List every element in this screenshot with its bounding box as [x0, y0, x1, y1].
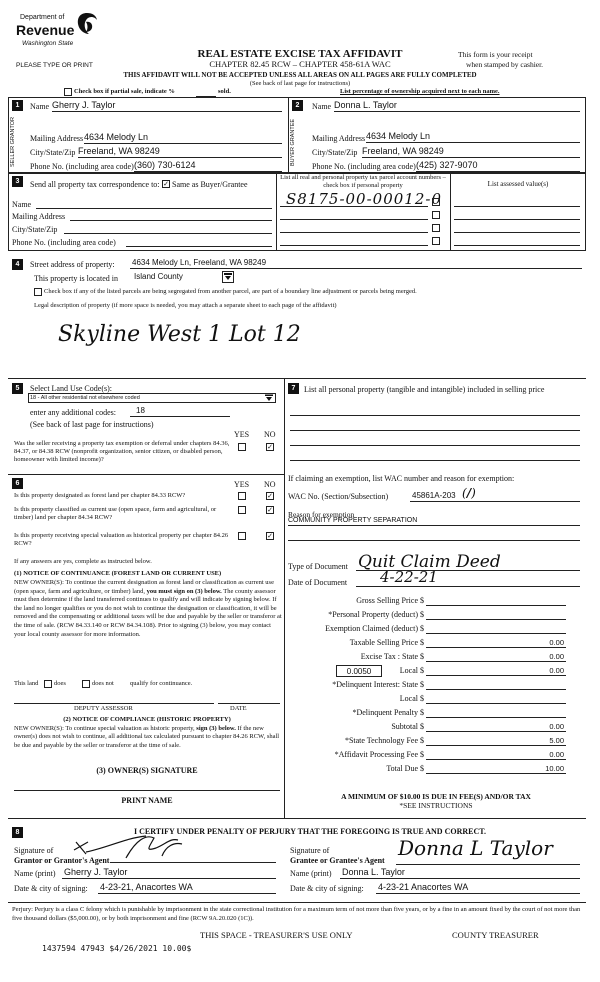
s6-no-header: NO: [264, 480, 276, 489]
s3-name-label: Name: [12, 200, 32, 209]
print-note: PLEASE TYPE OR PRINT: [16, 62, 93, 69]
deputy-date-label: DATE: [230, 705, 247, 712]
delinquent-penalty-label: *Delinquent Penalty $: [352, 708, 424, 717]
seller-city[interactable]: Freeland, WA 98249: [78, 146, 160, 156]
state-technology-fee-value[interactable]: 5.00: [549, 736, 564, 745]
grantee-date-label: Date & city of signing:: [290, 884, 364, 893]
current-use-no-checkbox[interactable]: ✓: [267, 506, 273, 514]
left-right-divider: [284, 378, 285, 818]
partial-sale-label: Check box if partial sale, indicate %: [74, 88, 175, 95]
sold-label: sold.: [218, 88, 231, 95]
print-name-label: PRINT NAME: [121, 796, 173, 805]
buyer-phone-label: Phone No. (including area code): [312, 162, 416, 171]
grantor-date-city[interactable]: 4-23-21, Anacortes WA: [100, 882, 193, 892]
county-select-arrow[interactable]: [222, 271, 234, 283]
forest-yes-checkbox[interactable]: [238, 492, 246, 500]
state-technology-fee-label: *State Technology Fee $: [344, 736, 424, 745]
excise-state-value[interactable]: 0.00: [549, 652, 564, 661]
grantee-sig-label-a: Signature of: [290, 846, 330, 855]
delinquent-interest-state-label: *Delinquent Interest: State $: [332, 680, 424, 689]
street-address[interactable]: 4634 Melody Ln, Freeland, WA 98249: [132, 258, 267, 267]
legal-desc-label: Legal description of property (if more space is needed, you may attach a separate sheet to each page of the affidavit): [34, 302, 337, 309]
grantee-print-name[interactable]: Donna L. Taylor: [342, 867, 405, 877]
historic-no-checkbox[interactable]: ✓: [267, 532, 273, 540]
dor-swoosh-icon: [76, 12, 98, 36]
notice1-c: The county assessor must then determine if the land transferred continues to qualify and will indicate by signing below. If the land no longer qualifies or you do not wish to continue the designation or classification, it will be removed and the compensating or additional taxes will be due and payable by the seller or transferor at the time of sale. (RCW 84.33.140 or RCW 84.34.108). Prior to signing (3) below, you may contact your local county assessor for more information.: [14, 587, 282, 638]
see-back-note: (See back of last page for instructions): [249, 80, 351, 87]
county-treasurer-label: COUNTY TREASURER: [452, 930, 539, 940]
seller-phone-label: Phone No. (including area code): [30, 162, 134, 171]
gross-selling-price-label: Gross Selling Price $: [356, 596, 424, 605]
current-use-question: Is this property classified as current use (open space, farm and agricultural, or timber) land per chapter 84.34 RCW?: [14, 506, 217, 521]
parcel-3-pp-checkbox[interactable]: [432, 224, 440, 232]
grantor-signature[interactable]: [66, 828, 196, 862]
section-1-2-divider: [288, 97, 289, 173]
wac-number[interactable]: 45861A-203: [412, 491, 456, 500]
warning-banner: THIS AFFIDAVIT WILL NOT BE ACCEPTED UNLESS ALL AREAS ON ALL PAGES ARE FULLY COMPLETED: [123, 71, 477, 79]
grantor-print-name[interactable]: Gherry J. Taylor: [64, 867, 128, 877]
exemption-no-checkbox[interactable]: ✓: [267, 443, 273, 451]
deputy-assessor-label: DEPUTY ASSESSOR: [74, 705, 133, 712]
dept-line1: Department of: [20, 14, 65, 21]
reason-value[interactable]: COMMUNITY PROPERTY SEPARATION: [288, 517, 418, 524]
s5-yes-header: YES: [234, 430, 250, 439]
receipt-note-2: when stamped by cashier.: [466, 60, 544, 69]
subtotal-value[interactable]: 0.00: [549, 722, 564, 731]
buyer-address-label: Mailing Address: [312, 134, 366, 143]
county-name[interactable]: Island County: [134, 272, 183, 281]
dept-line2: Revenue: [16, 22, 75, 38]
minimum-due-note: A MINIMUM OF $10.00 IS DUE IN FEE(S) AND/OR TAX: [341, 792, 531, 801]
dropdown-arrow-icon: [223, 272, 233, 282]
excise-state-label: Excise Tax : State $: [360, 652, 424, 661]
grantor-name-label: Name (print): [14, 869, 56, 878]
doc-type-label: Type of Document: [288, 562, 348, 571]
taxable-selling-price-value[interactable]: 0.00: [549, 638, 564, 647]
s3-phone-label: Phone No. (including area code): [12, 238, 116, 247]
land-does-label: This land: [14, 680, 39, 687]
parcel-2-pp-checkbox[interactable]: [432, 211, 440, 219]
historic-question: Is this property receiving special valuation as historical property per chapter 84.26 RCW?: [14, 532, 229, 547]
receipt-note-1: This form is your receipt: [458, 50, 533, 59]
grantee-signature[interactable]: Donna L Taylor: [398, 836, 553, 860]
does-checkbox[interactable]: [44, 680, 52, 688]
land-use-value: 18 - All other residential not elsewhere coded: [30, 395, 140, 401]
section-7-number: 7: [288, 383, 299, 394]
grantee-name-label: Name (print): [290, 869, 332, 878]
exemption-yes-checkbox[interactable]: [238, 443, 246, 451]
buyer-address[interactable]: 4634 Melody Ln: [366, 131, 431, 141]
land-use-title: Select Land Use Code(s):: [30, 384, 112, 393]
partial-sale-checkbox[interactable]: [64, 88, 72, 96]
section-3-number: 3: [12, 176, 23, 187]
does-label: does: [54, 680, 66, 687]
personal-property-label: List all personal property (tangible and intangible) included in selling price: [304, 385, 545, 394]
buyer-side-label: BUYER GRANTEE: [290, 118, 296, 166]
forest-question: Is this property designated as forest land per chapter 84.33 RCW?: [14, 492, 186, 499]
doc-date[interactable]: 4-22-21: [380, 568, 438, 586]
delinquent-interest-local-label: Local $: [399, 694, 424, 703]
grantee-date-city[interactable]: 4-23-21 Anacortes WA: [378, 882, 469, 892]
same-as-buyer-checkbox[interactable]: ✓: [163, 180, 169, 188]
historic-yes-checkbox[interactable]: [238, 532, 246, 540]
send-correspondence-label: Send all property tax correspondence to:: [30, 180, 160, 189]
owner-signature-label: (3) OWNER(S) SIGNATURE: [96, 766, 198, 775]
notice2-title: (2) NOTICE OF COMPLIANCE (HISTORIC PROPERTY): [63, 716, 231, 723]
segregated-label: Check box if any of the listed parcels are being segregated from another parcel, are part of a boundary line adjustment or parcels being merged.: [44, 288, 417, 295]
qualify-label: qualify for continuance.: [130, 680, 193, 687]
section-4-number: 4: [12, 259, 23, 270]
affidavit-processing-fee-label: *Affidavit Processing Fee $: [334, 750, 424, 759]
segregated-checkbox[interactable]: [34, 288, 42, 296]
affidavit-processing-fee-value[interactable]: 0.00: [549, 750, 564, 759]
doc-type[interactable]: Quit Claim Deed: [358, 552, 501, 572]
parcel-number[interactable]: S8175-00-00012-0: [286, 190, 443, 208]
notice1-title: (1) NOTICE OF CONTINUANCE (FOREST LAND OR CURRENT USE): [14, 570, 222, 577]
additional-codes[interactable]: 18: [136, 406, 145, 415]
buyer-city-label: City/State/Zip: [312, 148, 358, 157]
s5-see-back: (See back of last page for instructions): [30, 420, 154, 429]
dropdown-arrow-icon: [264, 394, 274, 402]
tax-rows: [288, 596, 584, 780]
wac-label: WAC No. (Section/Subsection): [288, 492, 389, 501]
notice2-b: sign (3) below.: [196, 725, 236, 732]
notice2-a: NEW OWNER(S): To continue special valuation as historic property,: [14, 725, 195, 732]
treasurer-use-label: THIS SPACE - TREASURER'S USE ONLY: [200, 930, 353, 940]
dor-logo: [14, 12, 104, 54]
additional-codes-label: enter any additional codes:: [30, 408, 116, 417]
ownership-pct-note: List percentage of ownership acquired next to each name.: [340, 88, 500, 95]
notice2-c: If the new owner(s) does not wish to continue, all additional tax calculated pursuant to chapter 84.26 RCW, shall be due and payable by the seller or transferor at the time of sale.: [14, 725, 280, 749]
certify-statement: I CERTIFY UNDER PENALTY OF PERJURY THAT THE FOREGOING IS TRUE AND CORRECT.: [133, 827, 486, 836]
cashier-stamp: 1437594 47943 $4/26/2021 10.00$: [42, 944, 192, 953]
parcel-1-pp-checkbox[interactable]: [432, 198, 440, 206]
seller-address-label: Mailing Address: [30, 134, 84, 143]
seller-side-label: SELLER GRANTOR: [10, 116, 16, 168]
does-not-checkbox[interactable]: [82, 680, 90, 688]
notice1-b: you must sign on (3) below.: [146, 587, 222, 595]
dept-line3: Washington State: [22, 40, 74, 47]
seller-city-label: City/State/Zip: [30, 148, 76, 157]
personal-property-deduct-label: *Personal Property (deduct) $: [328, 610, 424, 619]
grantee-sig-label-b: Grantee or Grantee's Agent: [290, 856, 385, 865]
seller-address[interactable]: 4634 Melody Ln: [84, 132, 149, 142]
street-label: Street address of property:: [30, 260, 115, 269]
seller-name-label: Name: [30, 102, 50, 111]
section-8-number: 8: [12, 827, 23, 838]
excise-local-value[interactable]: 0.00: [549, 666, 564, 675]
land-use-select[interactable]: [28, 393, 276, 403]
taxable-selling-price-label: Taxable Selling Price $: [349, 638, 424, 647]
notice2-text: [14, 725, 282, 750]
local-rate: 0.0050: [346, 667, 372, 676]
section-1-number: 1: [12, 100, 23, 111]
doc-date-label: Date of Document: [288, 578, 348, 587]
buyer-name-label: Name: [312, 102, 332, 111]
reason-label: Reason for exemption: [288, 510, 355, 519]
exemption-question: Was the seller receiving a property tax exemption or deferral under chapters 84.36, 84.37, or 84.38 RCW (nonprofit organization, senior citizen, or disabled person, homeowner with limited income)?: [14, 440, 230, 463]
subtotal-label: Subtotal $: [391, 722, 424, 731]
excise-local-label: Local $: [399, 666, 424, 675]
same-as-buyer-label: Same as Buyer/Grantee: [172, 180, 248, 189]
perjury-notice: Perjury: Perjury is a class C felony which is punishable by imprisonment in the state correctional institution for a maximum term of not more than five years, or by a fine in an amount fixed by the court of not more than five thousand dollars ($5,000.00), or by both imprisonment and fine (RCW 9A.20.020 (1C)).: [12, 906, 581, 922]
wac-subsection-handwritten: (/): [462, 486, 476, 500]
grantor-sig-label-b: Grantor or Grantor's Agent: [14, 856, 110, 865]
located-label: This property is located in: [34, 274, 118, 283]
parcel-4-pp-checkbox[interactable]: [432, 237, 440, 245]
if-yes-note: If any answers are yes, complete as instructed below.: [14, 558, 152, 565]
total-due-value[interactable]: 10.00: [545, 764, 564, 773]
form-title: REAL ESTATE EXCISE TAX AFFIDAVIT: [197, 48, 403, 60]
legal-description[interactable]: Skyline West 1 Lot 12: [58, 322, 301, 347]
buyer-phone[interactable]: (425) 327-9070: [416, 160, 478, 170]
does-not-label: does not: [92, 680, 114, 687]
see-instructions-note: *SEE INSTRUCTIONS: [399, 801, 473, 810]
buyer-name[interactable]: Donna L. Taylor: [334, 100, 397, 110]
form-chapter: CHAPTER 82.45 RCW – CHAPTER 458-61A WAC: [209, 59, 391, 69]
section-6-number: 6: [12, 478, 23, 489]
exemption-claimed-label: Exemption Claimed (deduct) $: [325, 624, 424, 633]
forest-no-checkbox[interactable]: ✓: [267, 492, 273, 500]
seller-phone[interactable]: (360) 730-6124: [134, 160, 196, 170]
grantor-date-label: Date & city of signing:: [14, 884, 88, 893]
current-use-yes-checkbox[interactable]: [238, 506, 246, 514]
buyer-city[interactable]: Freeland, WA 98249: [362, 146, 444, 156]
section-2-number: 2: [292, 100, 303, 111]
assessed-header: List assessed value(s): [487, 180, 549, 188]
exemption-claim-label: If claiming an exemption, list WAC number and reason for exemption:: [288, 474, 515, 483]
section-5-number: 5: [12, 383, 23, 394]
parcel-header: List all real and personal property tax parcel account numbers – check box if personal property: [280, 174, 446, 189]
s3-city-label: City/State/Zip: [12, 225, 58, 234]
notice1-text: [14, 579, 282, 639]
total-due-label: Total Due $: [386, 764, 424, 773]
s6-yes-header: YES: [234, 480, 250, 489]
notice1-a: NEW OWNER(S): To continue the current designation as forest land or classification as current use (open space, farm and agriculture, or timber) land,: [14, 579, 274, 595]
s5-no-header: NO: [264, 430, 276, 439]
s3-address-label: Mailing Address: [12, 212, 66, 221]
seller-name[interactable]: Gherry J. Taylor: [52, 100, 116, 110]
grantor-sig-label-a: Signature of: [14, 846, 54, 855]
